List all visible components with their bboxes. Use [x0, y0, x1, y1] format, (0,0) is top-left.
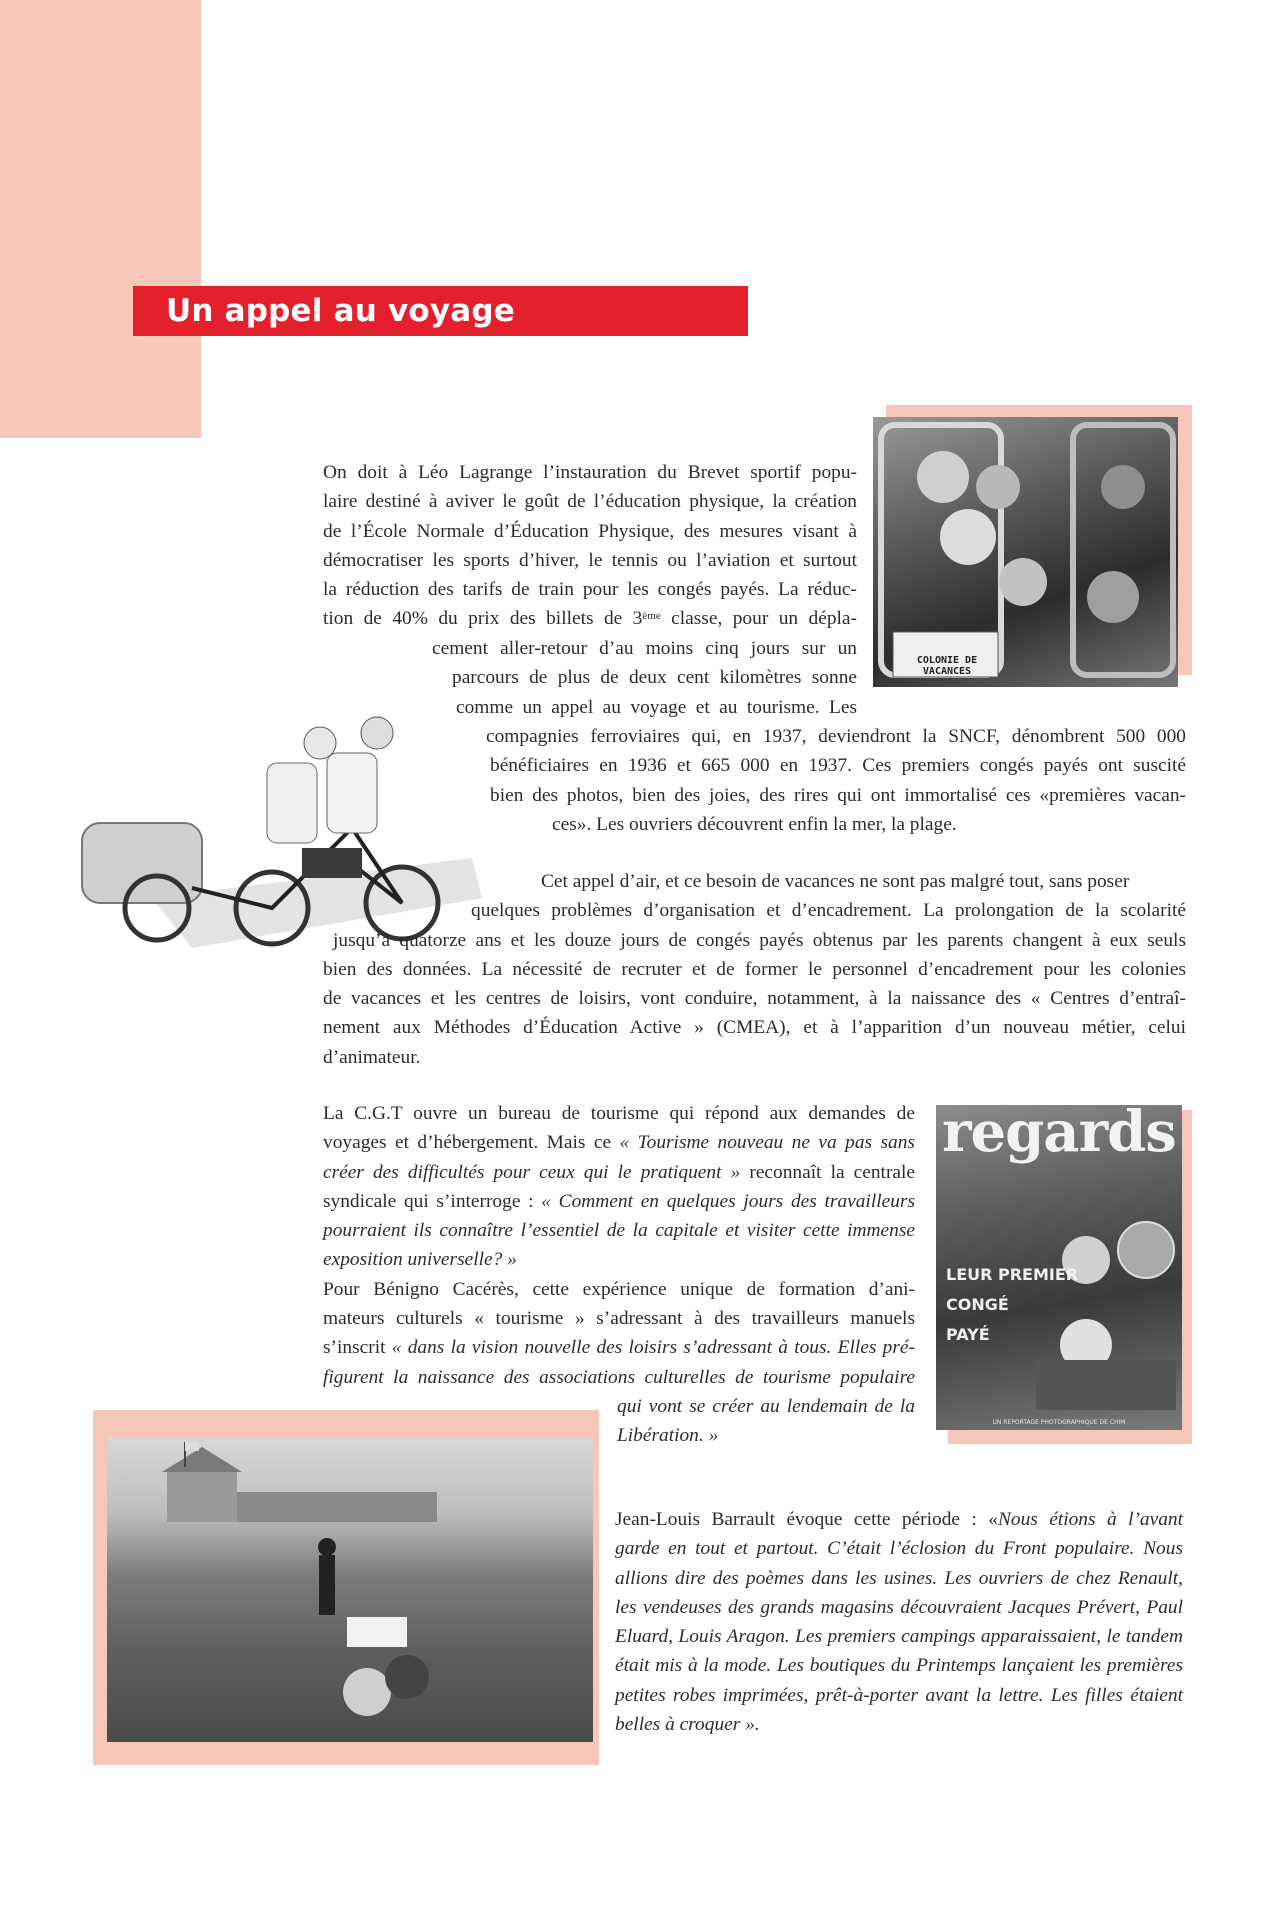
quote-run: « Comment en quelques jours des travailleurs — [541, 1190, 915, 1212]
paragraph-line — [323, 1158, 915, 1187]
ordinal-superscript: ème — [642, 610, 661, 623]
paragraph-line — [323, 1128, 915, 1157]
magazine-footer: UN REPORTAGE PHOTOGRAPHIQUE DE CHIM — [992, 1419, 1126, 1426]
text-run: reconnaît la centrale — [740, 1161, 916, 1183]
text-run: Jean-Louis Barrault évoque cette période : « — [615, 1509, 998, 1530]
section-title: Un appel au voyage — [166, 293, 516, 329]
paragraph-line: La C.G.T ouvre un bureau de tourisme qui répond aux demandes de — [323, 1103, 915, 1124]
paragraph-line: ces». Les ouvriers découvrent enfin la mer, la plage. — [552, 813, 957, 835]
paragraph-line — [615, 1505, 1183, 1534]
magazine-cover-line: CONGÉ — [946, 1295, 1009, 1314]
paragraph-line: démocratiser les sports d’hiver, le tennis ou l’aviation et surtout — [323, 549, 857, 571]
text-run: classe, pour un dépla- — [660, 608, 857, 630]
train-window-illustration — [873, 417, 1178, 687]
paragraph-line: Pour Bénigno Cacérès, cette expérience unique de formation d’ani- — [323, 1278, 915, 1300]
paragraph-line: pourraient ils connaître l’essentiel de la capitale et visiter cette immense — [323, 1220, 915, 1242]
paragraph-line — [323, 1187, 915, 1216]
magazine-cover-line: LEUR PREMIER — [946, 1265, 1079, 1284]
pink-header-block — [0, 0, 201, 438]
paragraph-line: les vendeuses des grands magasins découvraient Jacques Prévert, Paul — [615, 1596, 1183, 1618]
text-run: syndicale qui s’interroge : — [323, 1190, 542, 1212]
paragraph-intro — [323, 458, 857, 634]
paragraph-line: jusqu’à quatorze ans et les douze jours de congés payés obtenus par les parents changent à eux seuls — [333, 929, 1186, 951]
paragraph-line: de l’École Normale d’Éducation Physique, des mesures visant à — [323, 520, 857, 542]
paragraph-line: allions dire des poèmes dans les usines. Les ouvriers de chez Renault, — [615, 1567, 1183, 1589]
paragraph-line: la réduction des tarifs de train pour les congés payés. La réduc- — [323, 579, 857, 601]
beach-photo — [107, 1437, 593, 1742]
paragraph-line: cement aller-retour d’au moins cinq jours sur un — [432, 638, 857, 659]
paragraph-line: était mis à la mode. Les boutiques du Printemps lançaient les premières — [615, 1655, 1183, 1677]
paragraph-line: bénéficiaires en 1936 et 665 000 en 1937. Ces premiers congés payés ont suscité — [490, 755, 1186, 777]
paragraph-line: belles à croquer ». — [615, 1714, 760, 1736]
paragraph-line: bien des données. La nécessité de recruter et de former le personnel d’encadrement pour les colonies — [323, 958, 1186, 980]
paragraph-line: bien des photos, bien des joies, des rires qui ont immortalisé ces «premières vacan- — [490, 784, 1186, 806]
text-run: s’inscrit — [323, 1337, 392, 1359]
paragraph-line: qui vont se créer au lendemain de la — [617, 1395, 915, 1417]
paragraph-line: quelques problèmes d’organisation et d’encadrement. La prolongation de la scolarité — [471, 900, 1186, 922]
paragraph-line: exposition universelle? » — [323, 1249, 517, 1271]
paragraph-intro-continued — [432, 634, 857, 722]
paragraph-line: Eluard, Louis Aragon. Les premiers campings apparaissaient, le tandem — [615, 1626, 1183, 1648]
paragraph-line: d’animateur. — [323, 1046, 421, 1068]
regards-magazine-cover — [936, 1105, 1182, 1430]
paragraph-cgt — [323, 1099, 915, 1451]
paragraph-line: de vacances et les centres de loisirs, vont conduire, notamment, à la naissance des « Centres d’entraî- — [323, 988, 1186, 1010]
paragraph-line-with-ordinal — [323, 604, 857, 633]
quote-run: Nous étions à l’avant — [997, 1509, 1183, 1530]
text-run: tion de 40% du prix des billets de 3 — [323, 608, 643, 630]
quote-run: créer des difficultés pour ceux qui le pratiquent » — [323, 1161, 741, 1183]
beach-illustration — [107, 1437, 593, 1742]
paragraph-line — [323, 1333, 915, 1362]
paragraph-intro-end — [486, 722, 1186, 839]
magazine-masthead: regards — [942, 1105, 1176, 1165]
paragraph-barrault — [615, 1505, 1183, 1739]
train-photo — [873, 417, 1178, 687]
paragraph-line: figurent la naissance des associations culturelles de tourisme populaire — [323, 1366, 915, 1388]
text-run: voyages et d’hébergement. Mais ce — [323, 1132, 620, 1154]
paragraph-line: Cet appel d’air, et ce besoin de vacances ne sont pas malgré tout, sans poser — [541, 871, 1130, 892]
quote-run: « dans la vision nouvelle des loisirs s’adressant à tous. Elles pré- — [391, 1337, 915, 1359]
paragraph-organisation — [323, 867, 1186, 1072]
paragraph-line: garde en tout et partout. C’était l’éclosion du Front populaire. Nous — [615, 1538, 1183, 1560]
paragraph-line: parcours de plus de deux cent kilomètres sonne — [452, 667, 857, 689]
paragraph-line: nement aux Méthodes d’Éducation Active » (CMEA), et à l’apparition d’un nouveau métier, celui — [323, 1017, 1186, 1039]
paragraph-line: petites robes imprimées, prêt-à-porter avant la lettre. Les filles étaient — [615, 1684, 1183, 1706]
quote-run: « Tourisme nouveau ne va pas sans — [619, 1132, 915, 1154]
paragraph-line: comme un appel au voyage et au tourisme. Les — [456, 696, 857, 718]
paragraph-line: On doit à Léo Lagrange l’instauration du Brevet sportif popu- — [323, 462, 857, 483]
paragraph-line: compagnies ferroviaires qui, en 1937, deviendront la SNCF, dénombrent 500 000 — [486, 726, 1186, 747]
section-title-bar — [133, 286, 748, 336]
train-sign: COLONIE DE VACANCES — [916, 655, 978, 677]
paragraph-line: Libération. » — [617, 1425, 719, 1447]
paragraph-line: mateurs culturels « tourisme » s’adressant à des travailleurs manuels — [323, 1308, 915, 1330]
magazine-cover-line: PAYÉ — [946, 1325, 990, 1344]
paragraph-line: laire destiné à aviver le goût de l’éducation physique, la création — [323, 491, 857, 513]
